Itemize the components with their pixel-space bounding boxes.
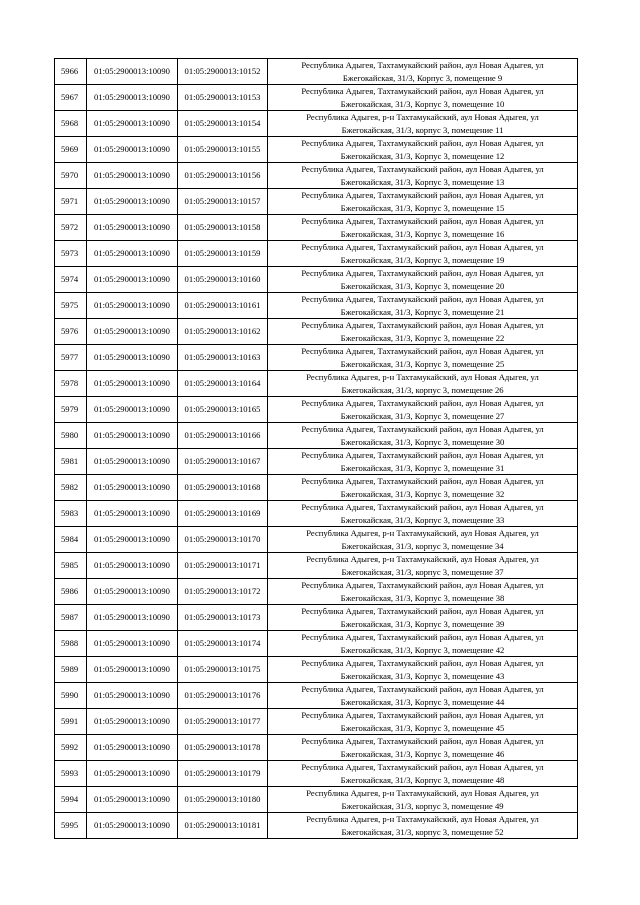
address-cell [268, 683, 578, 709]
cadastral-number: 01:05:2900013:10180 [178, 787, 268, 813]
address-cell [268, 345, 578, 371]
address-line-1: Республика Адыгея, Тахтамукайский район, аул Новая Адыгея, ул [301, 190, 544, 200]
parent-cadastral-number: 01:05:2900013:10090 [87, 345, 178, 371]
address-line-1: Республика Адыгея, Тахтамукайский район, аул Новая Адыгея, ул [301, 580, 544, 590]
row-number: 5977 [55, 345, 87, 371]
parent-cadastral-number: 01:05:2900013:10090 [87, 449, 178, 475]
cadastral-number: 01:05:2900013:10164 [178, 371, 268, 397]
row-number: 5985 [55, 553, 87, 579]
parent-cadastral-number: 01:05:2900013:10090 [87, 787, 178, 813]
row-number: 5980 [55, 423, 87, 449]
address-line-1: Республика Адыгея, Тахтамукайский район, аул Новая Адыгея, ул [301, 710, 544, 720]
parent-cadastral-number: 01:05:2900013:10090 [87, 267, 178, 293]
address-cell [268, 709, 578, 735]
address-line-2: Бжегокайская, 31/3, Корпус 3, помещение 25 [340, 358, 505, 369]
cadastral-number: 01:05:2900013:10161 [178, 293, 268, 319]
row-number: 5988 [55, 631, 87, 657]
table-row [55, 735, 578, 761]
row-number: 5993 [55, 761, 87, 787]
address-cell [268, 371, 578, 397]
cadastral-number: 01:05:2900013:10178 [178, 735, 268, 761]
table-row [55, 111, 578, 137]
registry-table-body [55, 59, 578, 839]
address-cell [268, 475, 578, 501]
row-number: 5979 [55, 397, 87, 423]
table-row [55, 605, 578, 631]
address-line-2: Бжегокайская, 31/3, Корпус 3, помещение 42 [340, 644, 505, 655]
address-line-1: Республика Адыгея, Тахтамукайский район, аул Новая Адыгея, ул [301, 606, 544, 616]
address-line-2: Бжегокайская, 31/3, корпус 3, помещение 37 [341, 566, 504, 577]
table-row [55, 579, 578, 605]
address-line-1: Республика Адыгея, р-н Тахтамукайский, аул Новая Адыгея, ул [306, 554, 539, 564]
cadastral-number: 01:05:2900013:10175 [178, 657, 268, 683]
row-number: 5970 [55, 163, 87, 189]
address-cell [268, 85, 578, 111]
address-line-2: Бжегокайская, 31/3, Корпус 3, помещение 31 [340, 462, 505, 473]
row-number: 5974 [55, 267, 87, 293]
address-cell [268, 111, 578, 137]
table-row [55, 215, 578, 241]
address-line-2: Бжегокайская, 31/3, Корпус 3, помещение 13 [340, 176, 505, 187]
cadastral-number: 01:05:2900013:10166 [178, 423, 268, 449]
parent-cadastral-number: 01:05:2900013:10090 [87, 371, 178, 397]
address-line-2: Бжегокайская, 31/3, Корпус 3, помещение 15 [340, 202, 505, 213]
table-row [55, 657, 578, 683]
table-row [55, 397, 578, 423]
row-number: 5968 [55, 111, 87, 137]
cadastral-number: 01:05:2900013:10174 [178, 631, 268, 657]
address-line-1: Республика Адыгея, Тахтамукайский район, аул Новая Адыгея, ул [301, 346, 544, 356]
parent-cadastral-number: 01:05:2900013:10090 [87, 163, 178, 189]
cadastral-number: 01:05:2900013:10162 [178, 319, 268, 345]
table-row [55, 423, 578, 449]
address-line-2: Бжегокайская, 31/3, корпус 3, помещение 11 [341, 124, 504, 135]
address-line-2: Бжегокайская, 31/3, Корпус 3, помещение 20 [340, 280, 505, 291]
address-cell [268, 657, 578, 683]
address-cell [268, 215, 578, 241]
cadastral-number: 01:05:2900013:10160 [178, 267, 268, 293]
address-cell [268, 319, 578, 345]
address-cell [268, 735, 578, 761]
parent-cadastral-number: 01:05:2900013:10090 [87, 215, 178, 241]
cadastral-number: 01:05:2900013:10172 [178, 579, 268, 605]
parent-cadastral-number: 01:05:2900013:10090 [87, 475, 178, 501]
address-line-2: Бжегокайская, 31/3, корпус 3, помещение 49 [341, 800, 504, 811]
table-row [55, 501, 578, 527]
row-number: 5975 [55, 293, 87, 319]
address-cell [268, 163, 578, 189]
address-line-2: Бжегокайская, 31/3, Корпус 3, помещение 22 [340, 332, 505, 343]
table-row [55, 631, 578, 657]
address-cell [268, 397, 578, 423]
table-row [55, 85, 578, 111]
address-line-2: Бжегокайская, 31/3, Корпус 3, помещение 39 [340, 618, 505, 629]
address-line-1: Республика Адыгея, Тахтамукайский район, аул Новая Адыгея, ул [301, 86, 544, 96]
parent-cadastral-number: 01:05:2900013:10090 [87, 605, 178, 631]
parent-cadastral-number: 01:05:2900013:10090 [87, 709, 178, 735]
row-number: 5966 [55, 59, 87, 85]
document-page [54, 58, 577, 839]
address-line-2: Бжегокайская, 31/3, Корпус 3, помещение 10 [340, 98, 505, 109]
cadastral-number: 01:05:2900013:10170 [178, 527, 268, 553]
cadastral-number: 01:05:2900013:10173 [178, 605, 268, 631]
row-number: 5967 [55, 85, 87, 111]
address-line-1: Республика Адыгея, р-н Тахтамукайский, аул Новая Адыгея, ул [306, 788, 539, 798]
cadastral-number: 01:05:2900013:10153 [178, 85, 268, 111]
parent-cadastral-number: 01:05:2900013:10090 [87, 683, 178, 709]
address-line-1: Республика Адыгея, Тахтамукайский район, аул Новая Адыгея, ул [301, 424, 544, 434]
table-row [55, 787, 578, 813]
table-row [55, 553, 578, 579]
address-cell [268, 241, 578, 267]
cadastral-number: 01:05:2900013:10181 [178, 813, 268, 839]
table-row [55, 709, 578, 735]
parent-cadastral-number: 01:05:2900013:10090 [87, 579, 178, 605]
cadastral-number: 01:05:2900013:10169 [178, 501, 268, 527]
parent-cadastral-number: 01:05:2900013:10090 [87, 813, 178, 839]
address-cell [268, 579, 578, 605]
parent-cadastral-number: 01:05:2900013:10090 [87, 241, 178, 267]
address-line-2: Бжегокайская, 31/3, Корпус 3, помещение 9 [342, 72, 503, 83]
parent-cadastral-number: 01:05:2900013:10090 [87, 189, 178, 215]
cadastral-number: 01:05:2900013:10154 [178, 111, 268, 137]
cadastral-number: 01:05:2900013:10171 [178, 553, 268, 579]
address-cell [268, 423, 578, 449]
table-row [55, 59, 578, 85]
row-number: 5976 [55, 319, 87, 345]
address-line-2: Бжегокайская, 31/3, Корпус 3, помещение 19 [340, 254, 505, 265]
address-cell [268, 267, 578, 293]
row-number: 5995 [55, 813, 87, 839]
cadastral-number: 01:05:2900013:10158 [178, 215, 268, 241]
row-number: 5994 [55, 787, 87, 813]
address-line-2: Бжегокайская, 31/3, Корпус 3, помещение 33 [340, 514, 505, 525]
address-line-1: Республика Адыгея, Тахтамукайский район, аул Новая Адыгея, ул [301, 762, 544, 772]
table-row [55, 761, 578, 787]
parent-cadastral-number: 01:05:2900013:10090 [87, 59, 178, 85]
row-number: 5969 [55, 137, 87, 163]
address-line-1: Республика Адыгея, Тахтамукайский район, аул Новая Адыгея, ул [301, 216, 544, 226]
parent-cadastral-number: 01:05:2900013:10090 [87, 735, 178, 761]
address-line-1: Республика Адыгея, Тахтамукайский район, аул Новая Адыгея, ул [301, 320, 544, 330]
row-number: 5972 [55, 215, 87, 241]
row-number: 5989 [55, 657, 87, 683]
address-line-1: Республика Адыгея, Тахтамукайский район, аул Новая Адыгея, ул [301, 632, 544, 642]
address-line-1: Республика Адыгея, Тахтамукайский район, аул Новая Адыгея, ул [301, 242, 544, 252]
parent-cadastral-number: 01:05:2900013:10090 [87, 527, 178, 553]
address-cell [268, 501, 578, 527]
address-cell [268, 449, 578, 475]
address-cell [268, 631, 578, 657]
address-line-1: Республика Адыгея, Тахтамукайский район, аул Новая Адыгея, ул [301, 450, 544, 460]
row-number: 5983 [55, 501, 87, 527]
address-cell [268, 137, 578, 163]
address-line-1: Республика Адыгея, р-н Тахтамукайский, аул Новая Адыгея, ул [306, 112, 539, 122]
table-row [55, 163, 578, 189]
address-cell [268, 527, 578, 553]
row-number: 5984 [55, 527, 87, 553]
cadastral-number: 01:05:2900013:10179 [178, 761, 268, 787]
table-row [55, 137, 578, 163]
table-row [55, 345, 578, 371]
address-cell [268, 787, 578, 813]
address-line-1: Республика Адыгея, Тахтамукайский район, аул Новая Адыгея, ул [301, 268, 544, 278]
table-row [55, 683, 578, 709]
address-line-1: Республика Адыгея, р-н Тахтамукайский, аул Новая Адыгея, ул [306, 528, 539, 538]
address-line-1: Республика Адыгея, Тахтамукайский район, аул Новая Адыгея, ул [301, 60, 544, 70]
address-line-1: Республика Адыгея, Тахтамукайский район, аул Новая Адыгея, ул [301, 736, 544, 746]
address-cell [268, 761, 578, 787]
cadastral-number: 01:05:2900013:10167 [178, 449, 268, 475]
address-line-1: Республика Адыгея, р-н Тахтамукайский, аул Новая Адыгея, ул [306, 372, 539, 382]
cadastral-number: 01:05:2900013:10165 [178, 397, 268, 423]
row-number: 5992 [55, 735, 87, 761]
address-line-1: Республика Адыгея, Тахтамукайский район, аул Новая Адыгея, ул [301, 684, 544, 694]
parent-cadastral-number: 01:05:2900013:10090 [87, 111, 178, 137]
address-line-1: Республика Адыгея, Тахтамукайский район, аул Новая Адыгея, ул [301, 138, 544, 148]
address-line-1: Республика Адыгея, Тахтамукайский район, аул Новая Адыгея, ул [301, 658, 544, 668]
row-number: 5978 [55, 371, 87, 397]
row-number: 5990 [55, 683, 87, 709]
table-row [55, 267, 578, 293]
parent-cadastral-number: 01:05:2900013:10090 [87, 761, 178, 787]
parent-cadastral-number: 01:05:2900013:10090 [87, 657, 178, 683]
address-line-2: Бжегокайская, 31/3, корпус 3, помещение 26 [341, 384, 504, 395]
address-line-1: Республика Адыгея, Тахтамукайский район, аул Новая Адыгея, ул [301, 398, 544, 408]
address-line-2: Бжегокайская, 31/3, Корпус 3, помещение 32 [340, 488, 505, 499]
parent-cadastral-number: 01:05:2900013:10090 [87, 423, 178, 449]
parent-cadastral-number: 01:05:2900013:10090 [87, 501, 178, 527]
cadastral-number: 01:05:2900013:10177 [178, 709, 268, 735]
row-number: 5971 [55, 189, 87, 215]
address-cell [268, 189, 578, 215]
cadastral-number: 01:05:2900013:10157 [178, 189, 268, 215]
address-line-2: Бжегокайская, 31/3, Корпус 3, помещение 45 [340, 722, 505, 733]
address-line-2: Бжегокайская, 31/3, Корпус 3, помещение 38 [340, 592, 505, 603]
table-row [55, 319, 578, 345]
address-line-2: Бжегокайская, 31/3, Корпус 3, помещение 21 [340, 306, 505, 317]
table-row [55, 371, 578, 397]
cadastral-number: 01:05:2900013:10168 [178, 475, 268, 501]
registry-table [54, 58, 578, 839]
table-row [55, 293, 578, 319]
address-line-1: Республика Адыгея, Тахтамукайский район, аул Новая Адыгея, ул [301, 294, 544, 304]
address-line-2: Бжегокайская, 31/3, корпус 3, помещение 52 [341, 826, 504, 837]
address-line-2: Бжегокайская, 31/3, корпус 3, помещение 34 [341, 540, 504, 551]
address-cell [268, 293, 578, 319]
address-line-1: Республика Адыгея, Тахтамукайский район, аул Новая Адыгея, ул [301, 476, 544, 486]
row-number: 5987 [55, 605, 87, 631]
address-cell [268, 59, 578, 85]
address-cell [268, 605, 578, 631]
cadastral-number: 01:05:2900013:10152 [178, 59, 268, 85]
cadastral-number: 01:05:2900013:10159 [178, 241, 268, 267]
row-number: 5991 [55, 709, 87, 735]
address-line-2: Бжегокайская, 31/3, Корпус 3, помещение 43 [340, 670, 505, 681]
parent-cadastral-number: 01:05:2900013:10090 [87, 293, 178, 319]
table-row [55, 189, 578, 215]
table-row [55, 241, 578, 267]
address-line-1: Республика Адыгея, Тахтамукайский район, аул Новая Адыгея, ул [301, 502, 544, 512]
parent-cadastral-number: 01:05:2900013:10090 [87, 553, 178, 579]
row-number: 5986 [55, 579, 87, 605]
parent-cadastral-number: 01:05:2900013:10090 [87, 85, 178, 111]
cadastral-number: 01:05:2900013:10156 [178, 163, 268, 189]
row-number: 5982 [55, 475, 87, 501]
cadastral-number: 01:05:2900013:10163 [178, 345, 268, 371]
address-cell [268, 553, 578, 579]
address-line-1: Республика Адыгея, р-н Тахтамукайский, аул Новая Адыгея, ул [306, 814, 539, 824]
table-row [55, 475, 578, 501]
parent-cadastral-number: 01:05:2900013:10090 [87, 137, 178, 163]
address-cell [268, 813, 578, 839]
parent-cadastral-number: 01:05:2900013:10090 [87, 397, 178, 423]
row-number: 5981 [55, 449, 87, 475]
address-line-2: Бжегокайская, 31/3, Корпус 3, помещение 48 [340, 774, 505, 785]
address-line-2: Бжегокайская, 31/3, Корпус 3, помещение 12 [340, 150, 505, 161]
row-number: 5973 [55, 241, 87, 267]
table-row [55, 527, 578, 553]
address-line-2: Бжегокайская, 31/3, Корпус 3, помещение 27 [340, 410, 505, 421]
cadastral-number: 01:05:2900013:10176 [178, 683, 268, 709]
table-row [55, 813, 578, 839]
address-line-2: Бжегокайская, 31/3, Корпус 3, помещение 44 [340, 696, 505, 707]
cadastral-number: 01:05:2900013:10155 [178, 137, 268, 163]
table-row [55, 449, 578, 475]
parent-cadastral-number: 01:05:2900013:10090 [87, 319, 178, 345]
address-line-2: Бжегокайская, 31/3, Корпус 3, помещение 30 [340, 436, 505, 447]
address-line-1: Республика Адыгея, Тахтамукайский район, аул Новая Адыгея, ул [301, 164, 544, 174]
address-line-2: Бжегокайская, 31/3, Корпус 3, помещение 46 [340, 748, 505, 759]
parent-cadastral-number: 01:05:2900013:10090 [87, 631, 178, 657]
address-line-2: Бжегокайская, 31/3, Корпус 3, помещение 16 [340, 228, 505, 239]
